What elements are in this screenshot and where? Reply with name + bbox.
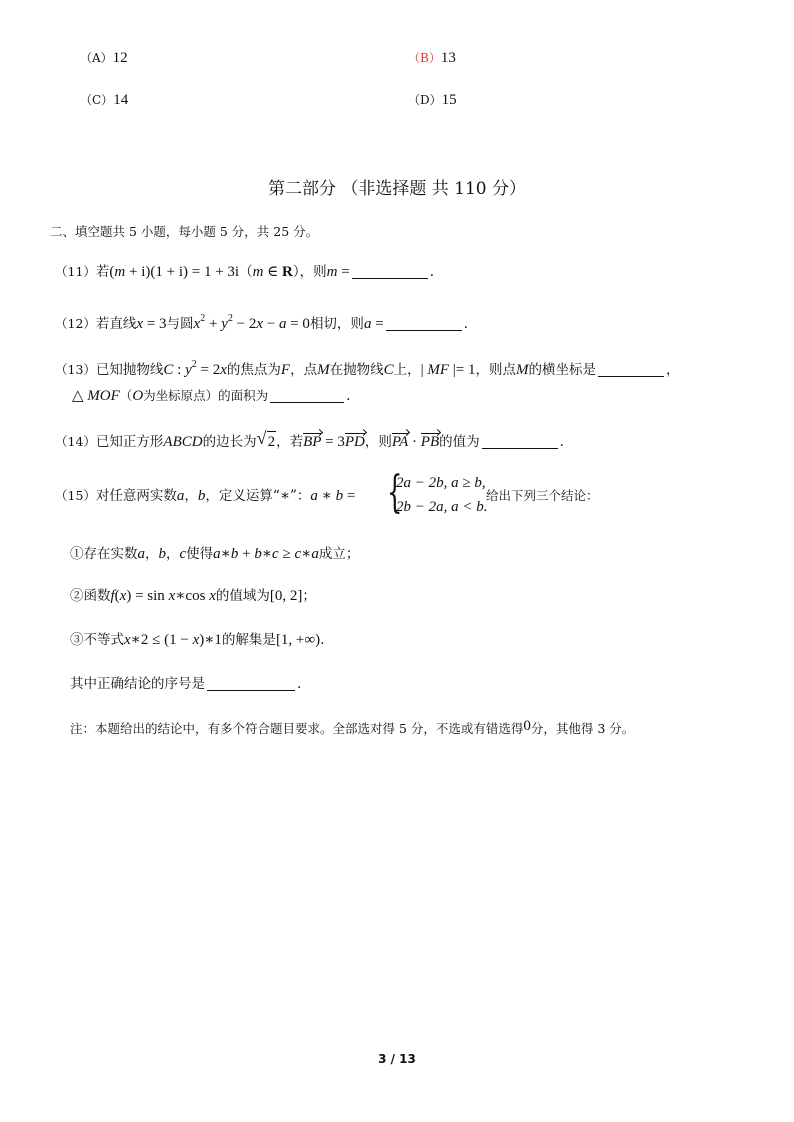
question-13-cont: △ MOF（O为坐标原点）的面积为 .	[72, 388, 351, 404]
q13-number: （13）	[55, 362, 96, 377]
option-b	[408, 48, 456, 68]
note-zero: 0	[523, 718, 531, 734]
option-c-letter: （C）	[80, 93, 114, 107]
q13-text: 上，	[393, 362, 421, 378]
c2-text: ②函数	[70, 588, 111, 604]
c1-text: ，	[145, 546, 159, 562]
page-number: 3 / 13	[378, 1052, 416, 1066]
conclusion-answer-blank[interactable]	[207, 676, 295, 691]
q12-text: 若直线	[95, 316, 137, 332]
q14-text: ，则	[364, 434, 392, 450]
q12-text: 与圆	[166, 316, 194, 332]
q11-answer-blank[interactable]	[352, 264, 428, 279]
question-13: （13）已知抛物线C : $y^2 = 2x$的焦点为F，点M在抛物线C上，| MF |= 1，则点M的横坐标是 ，	[55, 359, 680, 378]
conclusion-1: ①存在实数a，b，c使得a∗b + b∗c ≥ c∗a成立；	[70, 546, 360, 562]
option-d	[408, 90, 457, 110]
q13-text: 为坐标原点）的面积为	[143, 388, 269, 403]
q14-text: ，若	[276, 434, 304, 450]
q14-number: （14）	[55, 434, 96, 449]
option-b-letter: （B）	[408, 51, 441, 65]
case-2: 2b − 2a, a < b.	[396, 499, 488, 515]
q11-text: ），则	[292, 264, 327, 280]
piecewise-definition	[387, 467, 488, 522]
q15-text: ，	[184, 488, 198, 504]
option-d-value: 15	[441, 92, 457, 108]
q13-text: ，	[666, 362, 680, 378]
q13-answer-blank-2[interactable]	[270, 388, 344, 403]
question-14: （14）已知正方形ABCD的边长为√ 2，若BP = 3PD，则PA · PB的值为 .	[55, 431, 564, 452]
brace: {	[387, 467, 403, 518]
note-text: 分，其他得 3 分。	[530, 721, 635, 736]
question-12: （12）若直线x = 3与圆$x^2 + y^2 - 2x - a = 0$相切，则a = .	[55, 313, 468, 332]
option-d-letter: （D）	[408, 93, 442, 107]
option-c-value: 14	[113, 92, 129, 108]
q13-text: （	[119, 388, 133, 403]
q15-text: ，定义运算“	[205, 488, 280, 504]
q14-text: 已知正方形	[95, 434, 164, 450]
section-title: 第二部分 （非选择题 共 110 分）	[267, 179, 527, 199]
note	[70, 716, 634, 739]
c1-text: ，	[166, 546, 180, 562]
q13-text: .	[346, 388, 351, 404]
c1-text: 成立；	[318, 546, 360, 562]
q11-text: （	[239, 264, 253, 280]
q13-text: ，点	[290, 362, 318, 378]
q15-text-tail: 给出下列三个结论：	[486, 488, 599, 503]
q13-text: 的焦点为	[226, 362, 281, 378]
q15-text: 对任意两实数	[95, 488, 177, 504]
q13-text: 已知抛物线	[95, 362, 164, 378]
conclusion-3: ③不等式x∗2 ≤ (1 − x)∗1的解集是[1, +∞).	[70, 632, 325, 648]
c3-text: ③不等式	[70, 632, 124, 648]
conclusion-text: .	[297, 676, 302, 692]
option-a-value: 12	[112, 50, 128, 66]
q13-text: 在抛物线	[329, 362, 384, 378]
q14-text: 的值为	[439, 434, 480, 450]
instructions: 二、填空题共 5 小题，每小题 5 分，共 25 分。	[50, 224, 319, 239]
q12-text: .	[463, 316, 468, 332]
option-b-value: 13	[440, 50, 456, 66]
c2-text: 的值域为	[215, 588, 270, 604]
q13-text: 的横坐标是	[528, 362, 596, 378]
q11-number: （11）	[55, 264, 96, 279]
conclusion-prompt	[70, 674, 301, 694]
option-a-letter: （A）	[80, 51, 113, 65]
note-text: 注：本题给出的结论中，有多个符合题目要求。全部选对得 5 分，不选或有错选得	[70, 721, 524, 736]
c3-text: 的解集是	[221, 632, 276, 648]
conclusion-2: ②函数f(x) = sin x∗cos x的值域为[0, 2]；	[70, 588, 316, 604]
q11-text: .	[429, 264, 434, 280]
q15-text: ”：	[290, 488, 311, 504]
option-c	[80, 90, 128, 110]
q15-number: （15）	[55, 488, 96, 503]
c3-text: .	[320, 632, 325, 648]
q11-text: 若	[95, 264, 110, 280]
q13-answer-blank-1[interactable]	[598, 362, 664, 377]
question-11: （11）若(m + i)(1 + i) = 1 + 3i（m ∈ R），则m = .	[55, 264, 434, 280]
c1-text: 使得	[186, 546, 214, 562]
option-a	[80, 48, 128, 68]
q14-text: 的边长为	[202, 434, 257, 450]
case-1: 2a − 2b, a ≥ b,	[396, 475, 486, 491]
q13-text: ，则点	[475, 362, 516, 378]
q12-answer-blank[interactable]	[386, 316, 462, 331]
q14-text: .	[559, 434, 564, 450]
q12-number: （12）	[55, 316, 96, 331]
q14-answer-blank[interactable]	[482, 434, 558, 449]
c1-text: ①存在实数	[70, 546, 138, 562]
conclusion-text: 其中正确结论的序号是	[70, 676, 205, 692]
question-15: （15）对任意两实数a，b，定义运算“∗”：a ∗ b =	[55, 488, 356, 504]
c2-text: ；	[302, 588, 316, 604]
q12-text: 相切，则	[309, 316, 364, 332]
